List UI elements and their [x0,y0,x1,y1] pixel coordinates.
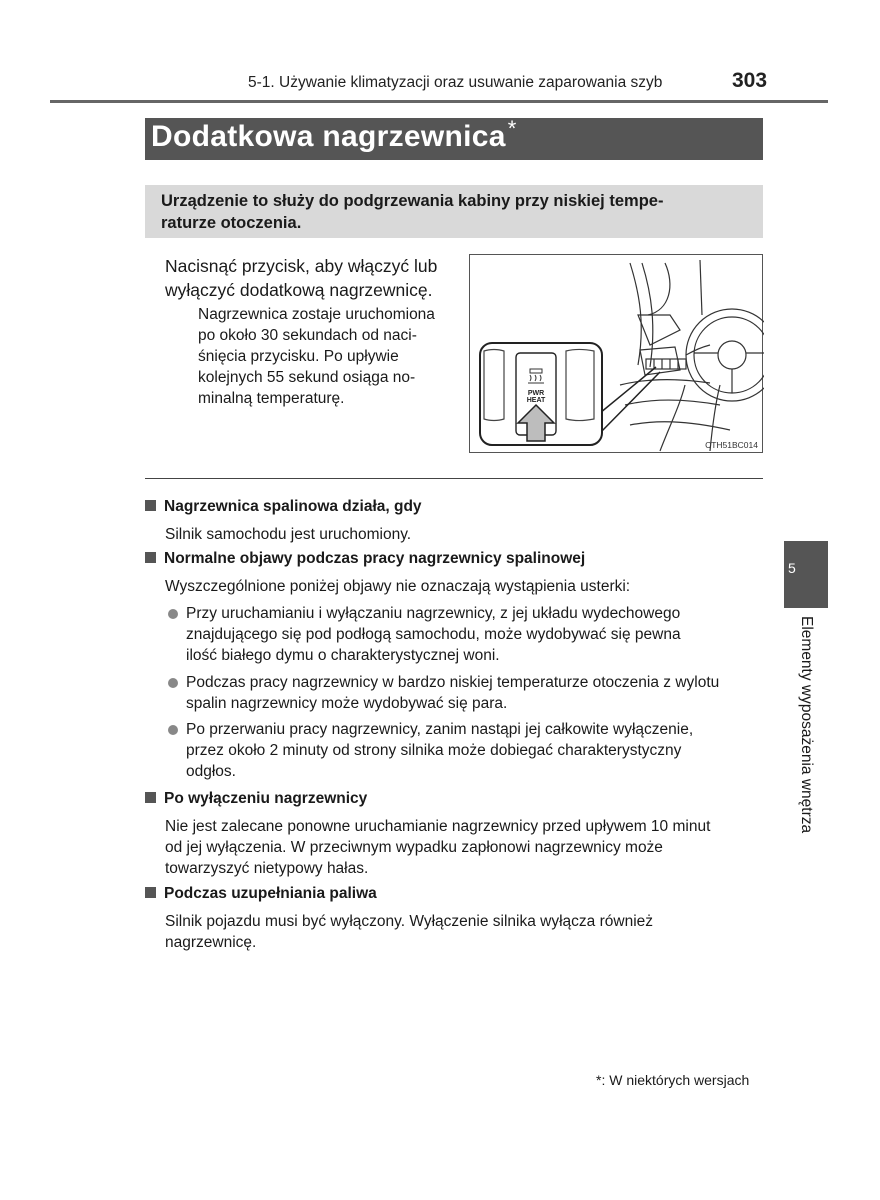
square-bullet-icon [145,887,156,898]
chapter-number: 5 [788,560,796,576]
footnote-text: : W niektórych wersjach [601,1072,750,1088]
body-line: od jej wyłączenia. W przeciwnym wypadku zapłonowi nagrzewnicy może [165,839,663,856]
list-item-line: spalin nagrzewnicy może wydobywać się para. [186,695,508,712]
body-line: Nie jest zalecane ponowne uruchamianie nagrzewnicy przed upływem 10 minut [165,818,711,835]
list-item-line: znajdującego się pod podłogą samochodu, może wydobywać się pewna [186,626,681,643]
dashboard-illustration [469,254,763,453]
body-line: Wyszczególnione poniżej objawy nie oznaczają wystąpienia usterki: [165,578,631,595]
section-heading [145,790,367,808]
section-heading [145,885,377,903]
step-note-line: kolejnych 55 sekund osiąga no- [198,369,416,386]
section-body [165,911,763,953]
body-line: Silnik samochodu jest uruchomiony. [165,526,412,543]
list-item [186,719,763,782]
page-number: 303 [732,69,768,92]
body-line: Silnik pojazdu musi być wyłączony. Wyłączenie silnika wyłącza również [165,913,654,930]
section-heading-text: Podczas uzupełniania paliwa [164,885,377,902]
round-bullet-icon [168,678,178,688]
dashboard-drawing [470,255,764,454]
section-title [151,116,517,154]
list-item-line: Podczas pracy nagrzewnicy w bardzo niskiej temperaturze otoczenia z wylotu [186,674,720,691]
list-item [186,672,763,714]
footnote [596,1072,749,1088]
section-heading [145,498,422,516]
intro-line: Urządzenie to służy do podgrzewania kabiny przy niskiej tempe- [161,192,664,210]
list-item-line: przez około 2 minuty od strony silnika może dobiegać charakterystyczny [186,742,682,759]
section-body [165,524,763,545]
running-header-title: 5-1. Używanie klimatyzacji oraz usuwanie zaparowania szyb [248,74,663,91]
list-item-line: ilość białego dymu o charakterystycznej woni. [186,647,500,664]
button-label-pwr: PWR [527,390,545,397]
title-asterisk: * [507,116,517,141]
step-note-line: po około 30 sekundach od naci- [198,327,417,344]
step-note-line: Nagrzewnica zostaje uruchomiona [198,306,435,323]
body-line: nagrzewnicę. [165,934,257,951]
section-heading-text: Po wyłączeniu nagrzewnicy [164,790,368,807]
round-bullet-icon [168,725,178,735]
square-bullet-icon [145,500,156,511]
section-title-text: Dodatkowa nagrzewnica [151,120,506,153]
section-heading-text: Normalne objawy podczas pracy nagrzewnicy spalinowej [164,550,586,567]
list-item-line: Po przerwaniu pracy nagrzewnicy, zanim nastąpi jej całkowite wyłączenie, [186,721,694,738]
step-note [198,304,454,409]
section-body [165,816,763,879]
intro-box [145,185,763,238]
step-instruction [165,254,465,302]
section-heading [145,550,585,568]
list-item [186,603,763,666]
chapter-tab [784,541,828,608]
footnote-mark: * [596,1072,602,1088]
body-line: towarzyszyć nietypowy hałas. [165,860,369,877]
step-note-line: minalną temperaturę. [198,390,345,407]
section-divider [145,478,763,479]
illustration-code: CTH51BC014 [705,440,758,450]
intro-text [161,190,753,234]
round-bullet-icon [168,609,178,619]
button-label-heat: HEAT [526,397,546,404]
step-line: Nacisnąć przycisk, aby włączyć lub [165,256,438,276]
chapter-title-text: Elementy wyposażenia wnętrza [798,616,815,834]
list-item-line: Przy uruchamianiu i wyłączaniu nagrzewnicy, z jej układu wydechowego [186,605,681,622]
list-item-line: odgłos. [186,763,236,780]
step-note-line: śnięcia przycisku. Po upływie [198,348,399,365]
header-rule [50,100,828,103]
section-body [165,576,763,597]
intro-line: raturze otoczenia. [161,214,302,232]
square-bullet-icon [145,792,156,803]
square-bullet-icon [145,552,156,563]
section-heading-text: Nagrzewnica spalinowa działa, gdy [164,498,422,515]
step-line: wyłączyć dodatkową nagrzewnicę. [165,280,433,300]
section-title-bar [145,118,763,160]
